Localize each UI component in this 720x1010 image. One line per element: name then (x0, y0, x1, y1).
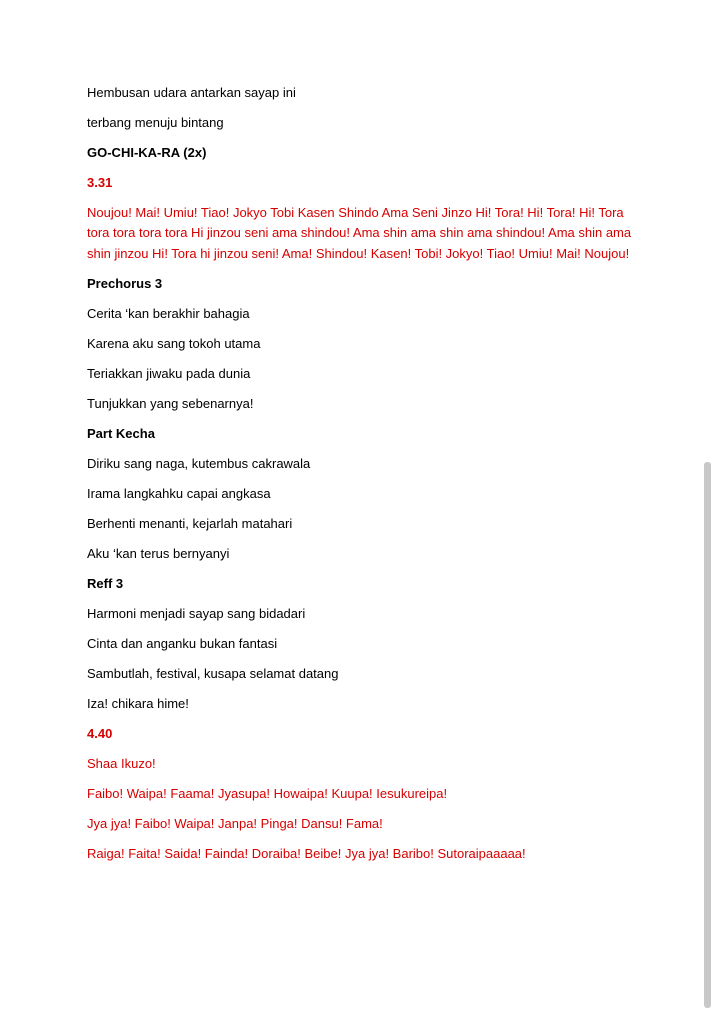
lyric-line: Hembusan udara antarkan sayap ini (87, 85, 296, 100)
lyric-line: Teriakkan jiwaku pada dunia (87, 365, 251, 381)
section-heading: Part Kecha (87, 425, 155, 441)
lyric-line: terbang menuju bintang (87, 115, 224, 130)
lyric-line: Aku ‘kan terus bernyanyi (87, 545, 230, 561)
section-heading: GO-CHI-KA-RA (2x) (87, 145, 207, 160)
chant-line: Raiga! Faita! Saida! Fainda! Doraiba! Beibe! Jya jya! Baribo! Sutoraipaaaaa! (87, 845, 526, 861)
section-heading: Reff 3 (87, 575, 124, 591)
timestamp-heading: 4.40 (87, 725, 113, 741)
lyric-line: Sambutlah, festival, kusapa selamat datang (87, 665, 339, 681)
section-heading: Prechorus 3 (87, 275, 163, 291)
chant-line: Shaa Ikuzo! (87, 755, 156, 771)
chant-line: Jya jya! Faibo! Waipa! Janpa! Pinga! Dansu! Fama! (87, 815, 383, 831)
lyric-line: Iza! chikara hime! (87, 695, 189, 711)
lyric-line: Harmoni menjadi sayap sang bidadari (87, 605, 306, 621)
vertical-scrollbar[interactable] (704, 462, 711, 1008)
timestamp-heading: 3.31 (87, 175, 113, 190)
lyric-line: Tunjukkan yang sebenarnya! (87, 395, 254, 411)
lyric-line: Cerita ‘kan berakhir bahagia (87, 305, 250, 321)
lyric-line: Karena aku sang tokoh utama (87, 335, 261, 351)
chant-paragraph: Noujou! Mai! Umiu! Tiao! Jokyo Tobi Kasen Shindo Ama Seni Jinzo Hi! Tora! Hi! Tora! Hi! Tora tora tora tora tora Hi jinzou seni ama shindou! Ama shin ama shin ama shindou! Ama shin ama shin jinzou Hi! Tora hi jinzou seni! Ama! Shindou! Kasen! Tobi! Jokyo! Tiao! Umiu! Mai! Noujou! (87, 205, 632, 261)
chant-line: Faibo! Waipa! Faama! Jyasupa! Howaipa! Kuupa! Iesukureipa! (87, 785, 448, 801)
lyric-line: Berhenti menanti, kejarlah matahari (87, 515, 293, 531)
lyric-line: Cinta dan anganku bukan fantasi (87, 635, 278, 651)
lyric-line: Irama langkahku capai angkasa (87, 485, 271, 501)
lyrics-content (87, 83, 639, 874)
lyric-line: Diriku sang naga, kutembus cakrawala (87, 455, 311, 471)
